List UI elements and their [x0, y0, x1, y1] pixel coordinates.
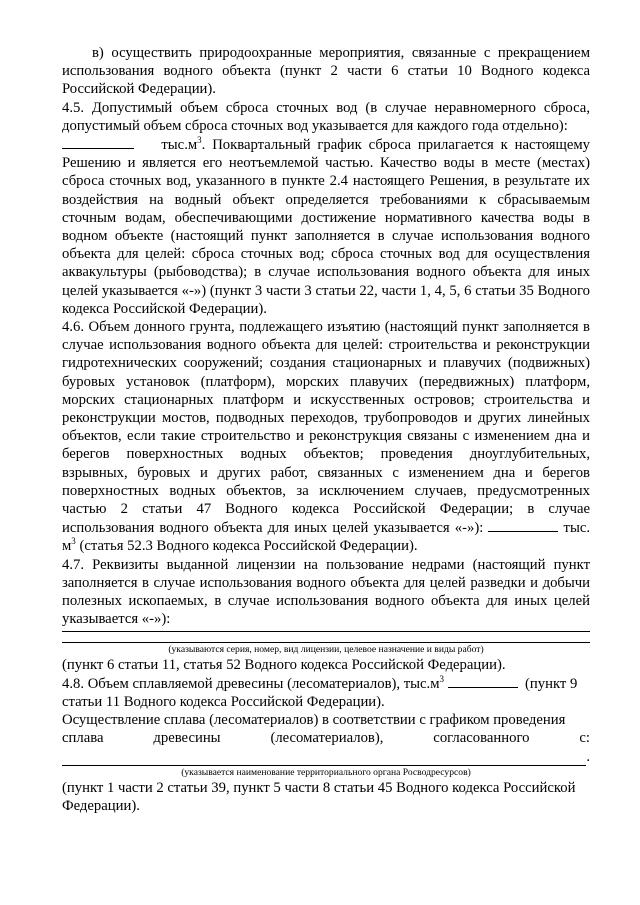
- license-caption: (указываются серия, номер, вид лицензии, целевое назначение и виды работ): [168, 643, 484, 655]
- section-4-6: [62, 318, 590, 556]
- section-4-8-text-c: статьи 11 Водного кодекса Российской Федерации).: [62, 693, 385, 710]
- section-4-5-unit-sup: 3: [197, 135, 202, 146]
- section-4-8-unit-sup: 3: [439, 673, 445, 684]
- paragraph-v: в) осуществить природоохранные мероприятия, связанные с прекращением использования водного объекта (пункт 2 части 6 статьи 10 Водного кодекса Российской Федерации).: [62, 45, 590, 98]
- section-4-7-text-a: 4.7. Реквизиты выданной лицензии на пользование недрами (настоящий пункт заполняется в случае использования водного объекта для целей разведки и добычи полезных ископаемых, в случае использования водного объекта для иных целей указывается «-»):: [62, 556, 590, 628]
- section-4-8-text-b: (пункт 9: [525, 675, 578, 692]
- agency-line-period: .: [586, 748, 590, 765]
- section-4-8-schedule-line: [62, 729, 590, 747]
- word-drevesiny: древесины: [153, 730, 221, 747]
- word-splava: сплава: [62, 730, 104, 747]
- agency-caption: (указывается наименование территориального органа Росводресурсов): [181, 766, 471, 778]
- section-4-5-text-a: 4.5. Допустимый объем сброса сточных вод (в случае неравномерного сброса, допустимый объем сброса сточных вод указывается для каждого года отдельно):: [62, 99, 590, 134]
- section-4-7: [62, 556, 590, 629]
- section-4-8-schedule: Осуществление сплава (лесоматериалов) в соответствии с графиком проведения: [62, 712, 566, 729]
- section-4-8: [62, 674, 590, 711]
- section-4-7-reference: (пункт 6 статьи 11, статья 52 Водного кодекса Российской Федерации).: [62, 656, 506, 673]
- document-page: [62, 44, 590, 815]
- word-soglasovannogo: согласованного: [433, 730, 530, 747]
- section-4-7-lead: [62, 556, 590, 629]
- section-4-5-unit: тыс.м: [161, 137, 198, 154]
- license-details-line-2[interactable]: [62, 632, 590, 643]
- discharge-volume-blank[interactable]: [62, 135, 134, 149]
- section-4-6-unit-sup: 3: [71, 536, 76, 547]
- section-4-6-text-a: 4.6. Объем донного грунта, подлежащего изъятию (настоящий пункт заполняется в случае использования водного объекта для целей: строительства и реконструкции гидротехнических сооружений; создания стационарных и плавучих (подвижных) буровых установок (платформ), морских плавучих (передвижных) платформ, морских стационарных платформ и искусственных островов; строительства и реконструкции мостов, подводных переходов, трубопроводов и других линейных объектов, если такие строительство и реконструкция связаны с изменением дна и берегов поверхностных водных объектов; проведения дноуглубительных, взрывных, буровых и других работ, связанных с изменением дна и берегов поверхностных водных объектов, за исключением случаев, предусмотренных частью 2 статьи 47 Водного кодекса Российской Федерации; в случае использования водного объекта для иных целей указывается «-»):: [62, 319, 590, 537]
- section-4-6-unit: тыс. м: [62, 520, 591, 555]
- section-4-8-text-a: 4.8. Объем сплавляемой древесины (лесоматериалов), тыс.м: [62, 675, 440, 692]
- section-4-6-text-b: (статья 52.3 Водного кодекса Российской Федерации).: [79, 538, 418, 555]
- section-4-8-reference: (пункт 1 части 2 статьи 39, пункт 5 части 8 статьи 45 Водного кодекса Российской Федерации).: [62, 779, 576, 814]
- agency-line-row: [62, 748, 590, 766]
- soil-volume-blank[interactable]: [488, 518, 558, 532]
- word-s: с:: [579, 730, 590, 747]
- word-lesomaterialov: (лесоматериалов),: [270, 730, 384, 747]
- section-4-5-text-b: . Поквартальный график сброса прилагается к настоящему Решению и является его неотъемлемой частью. Качество воды в месте (местах) сброса сточных вод, указанного в пункте 2.4 настоящего Решения, в результате их воздействия на водный объект определяется требованиями к сбрасываемым сточным водам, обеспечивающими достижение нормативного качества воды в водном объекте (настоящий пункт заполняется в случае использования водного объекта для целей: сброса сточных вод; сброса сточных вод для осуществления аквакультуры (рыбоводства); в случае использования водного объекта для иных целей указывается «-») (пункт 3 части 3 статьи 22, части 1, 4, 5, 6 статьи 35 Водного кодекса Российской Федерации).: [62, 137, 591, 317]
- section-4-5: [62, 99, 590, 318]
- timber-volume-blank[interactable]: [448, 674, 518, 688]
- agency-line[interactable]: [62, 753, 586, 766]
